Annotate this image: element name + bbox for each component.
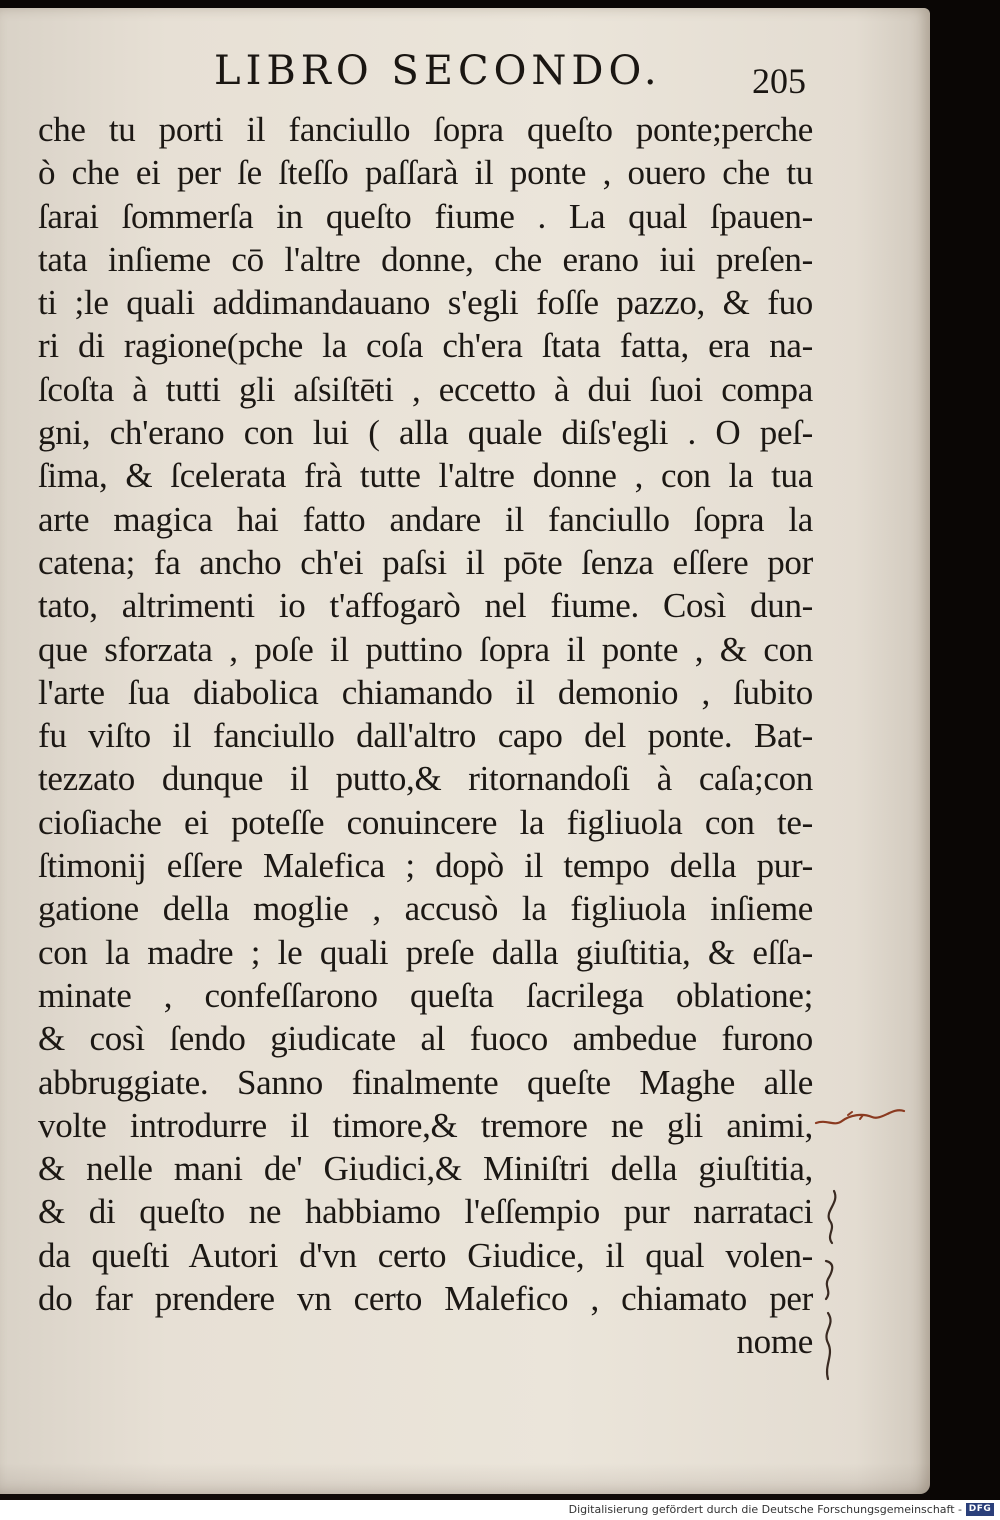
text-line: che tu porti il fanciullo ſopra queſto ponte;perche xyxy=(38,110,813,149)
funding-credit: Digitalisierung gefördert durch die Deutsche Forschungsgemeinschaft - xyxy=(568,1503,962,1516)
text-line: da queſti Autori d'vn certo Giudice, il qual volen- xyxy=(38,1235,813,1275)
text-line: l'arte ſua diabolica chiamando il demonio , ſubito xyxy=(38,672,813,712)
running-head xyxy=(0,44,930,101)
text-line: ſima, & ſcelerata frà tutte l'altre donne , con la tua xyxy=(38,456,813,496)
handwritten-margin-marks xyxy=(812,1093,912,1393)
text-line: tata inſieme cō l'altre donne, che erano iui preſen- xyxy=(38,239,813,279)
text-line: volte introdurre il timore,& tremore ne gli animi, xyxy=(38,1105,813,1145)
text-line: & di queſto ne habbiamo l'eſſempio pur narrataci xyxy=(38,1192,813,1232)
body-text xyxy=(38,108,813,1364)
text-line: que sforzata , poſe il puttino ſopra il ponte , & con xyxy=(38,629,813,669)
book-page xyxy=(0,8,930,1494)
dfg-logo: DFG xyxy=(966,1503,994,1516)
text-line: catena; fa ancho ch'ei paſsi il pōte ſenza eſſere por xyxy=(38,542,813,582)
text-line: cioſiache ei poteſſe conuincere la figliuola con te- xyxy=(38,802,813,842)
text-line: arte magica hai fatto andare il fanciullo ſopra la xyxy=(38,499,813,539)
text-line: do far prendere vn certo Malefico , chiamato per xyxy=(38,1279,813,1319)
text-line: & così ſendo giudicate al fuoco ambedue furono xyxy=(38,1019,813,1059)
text-line: ri di ragione(pche la coſa ch'era ſtata fatta, era na- xyxy=(38,326,813,366)
text-line: con la madre ; le quali preſe dalla giuſtitia, & eſſa- xyxy=(38,932,813,972)
text-line: ſarai ſommerſa in queſto fiume . La qual ſpauen- xyxy=(38,196,813,236)
text-line: ſcoſta à tutti gli aſsiſtēti , eccetto à dui ſuoi compa xyxy=(38,369,813,409)
page-shadow xyxy=(0,1463,930,1503)
text-line: & nelle mani de' Giudici,& Miniſtri della giuſtitia, xyxy=(38,1149,813,1189)
text-line: tato, altrimenti io t'affogarò nel fiume. Così dun- xyxy=(38,586,813,626)
catchword: nome xyxy=(736,1322,813,1362)
text-line: ſtimonij eſſere Malefica ; dopò il tempo della pur- xyxy=(38,846,813,886)
text-line: minate , confeſſarono queſta ſacrilega oblatione; xyxy=(38,975,813,1015)
text-line: gatione della moglie , accusò la figliuola inſieme xyxy=(38,889,813,929)
text-line: fu viſto il fanciullo dall'altro capo del ponte. Bat- xyxy=(38,716,813,756)
text-line: abbruggiate. Sanno finalmente queſte Maghe alle xyxy=(38,1062,813,1102)
text-line: ti ;le quali addimandauano s'egli foſſe pazzo, & fuo xyxy=(38,283,813,323)
page-number: 205 xyxy=(752,61,806,101)
text-line: gni, ch'erano con lui ( alla quale diſs'egli . O peſ- xyxy=(38,413,813,453)
book-section-title: LIBRO SECONDO. xyxy=(214,48,662,94)
text-line: ò che ei per ſe ſteſſo paſſarà il ponte , ouero che tu xyxy=(38,153,813,193)
digitization-footer xyxy=(0,1500,1000,1520)
text-line: tezzato dunque il putto,& ritornandoſi à caſa;con xyxy=(38,759,813,799)
